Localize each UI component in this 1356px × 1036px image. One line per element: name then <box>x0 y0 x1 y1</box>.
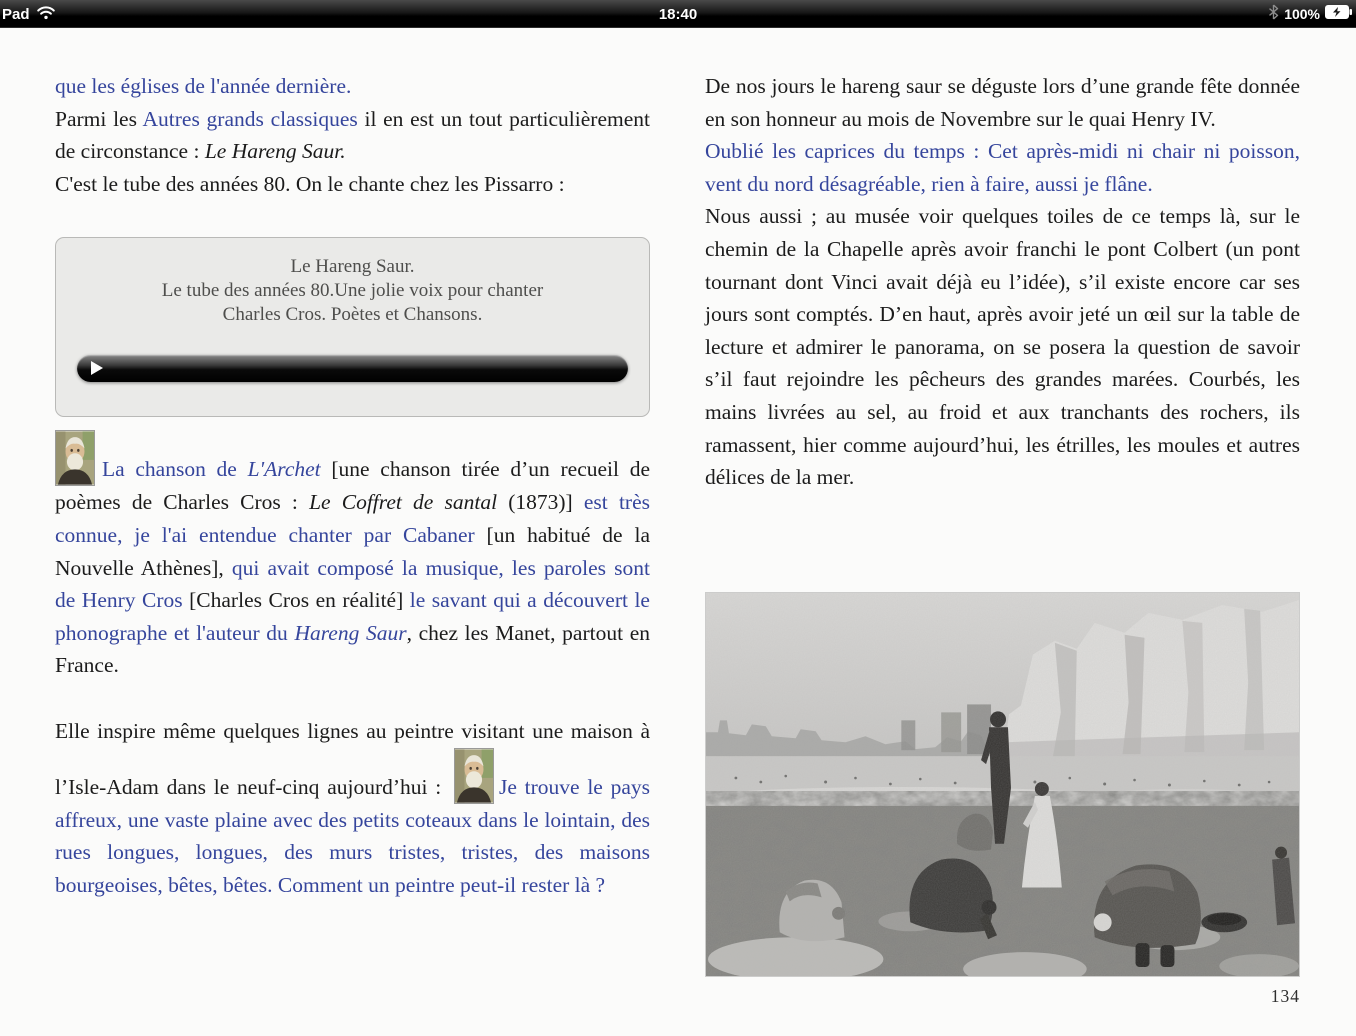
link-cabaner[interactable]: est très connue, je l'ai entendue chanter par Cabaner <box>55 490 650 547</box>
carrier-label: Pad <box>2 5 30 23</box>
body-text: Parmi les <box>55 106 143 131</box>
play-button[interactable] <box>91 361 103 375</box>
audio-caption <box>56 255 649 327</box>
audio-widget <box>55 237 650 417</box>
body-text: [une chanson tirée d’un recueil de poèmes de Charles Cros : <box>55 457 650 515</box>
link-phonographe[interactable]: le savant qui a découvert le phonographe et l'auteur du <box>55 588 650 645</box>
audio-player-bar[interactable] <box>77 355 628 382</box>
body-text: [Charles Cros en réalité] <box>182 588 410 613</box>
battery-percent-label: 100% <box>1284 6 1320 22</box>
paragraph <box>55 103 650 168</box>
link-oublie-les-caprices[interactable]: Oublié les caprices du temps <box>705 139 974 164</box>
page-number: 134 <box>1270 986 1300 1006</box>
link-cet-apres-midi[interactable]: : Cet après-midi ni chair ni poisson, vent du nord désagréable, rien à faire, aussi je flâne. <box>705 139 1300 196</box>
link-hareng-saur[interactable]: Hareng Saur <box>294 620 407 645</box>
body-text: De nos jours le hareng saur se déguste lors d’une grande fête donnée en son honneur au mois de Novembre sur le quai Henry IV. <box>705 74 1300 131</box>
audio-caption-line: Le tube des années 80.Une jolie voix pour chanter <box>161 280 544 302</box>
link-la-chanson[interactable]: La chanson de <box>102 457 248 482</box>
clock: 18:40 <box>658 5 698 23</box>
body-text: [un habitué de la Nouvelle Athènes], <box>55 522 650 580</box>
portrait-thumbnail[interactable] <box>454 748 494 804</box>
body-text: Elle inspire même quelques lignes au peintre visitant une maison à l’Isle-Adam dans le neuf-cinq aujourd’hui : <box>55 718 650 799</box>
body-text: C'est le tube des années 80. On le chante chez les Pissarro : <box>55 171 565 196</box>
paragraph <box>705 70 1300 135</box>
portrait-thumbnail[interactable] <box>55 430 95 486</box>
link-eglises[interactable]: que les églises de l'année dernière. <box>55 74 352 98</box>
title-coffret-santal: Le Coffret de santal <box>309 490 498 515</box>
link-autres-grands-classiques[interactable]: Autres grands classiques <box>142 106 358 131</box>
body-text: , chez les Manet, partout en France. <box>55 620 650 678</box>
paragraph <box>55 70 650 103</box>
body-text: Nous aussi ; au musée voir quelques toiles de ce temps là, sur le chemin de la Chapelle après avoir franchi le pont Colbert (un pont tournant dont Vinci avait déjà eu l’idée), s’il existe encore car ses jours sont comptés. D’en haut, après avoir jeté un œil sur la table de lecture et admirer le panorama, on se posera la question de savoir s’il faut rejoindre les pêcheurs des grandes marées. Courbés, les mains livrées au sel, au froid et aux tranchants des rochers, ils ramassent, hier comme aujourd’hui, les étrilles, les moules et autres délices de la mer. <box>705 204 1300 490</box>
paragraph <box>55 168 650 201</box>
right-column <box>705 70 1300 494</box>
audio-caption-line: Le Hareng Saur. <box>290 256 415 278</box>
paragraph <box>55 715 650 901</box>
body-text: il en est un tout particulièrement de circonstance : <box>55 106 650 164</box>
bluetooth-icon <box>1268 4 1279 24</box>
link-l-archet[interactable]: L'Archet <box>247 457 321 482</box>
link-henry-cros[interactable]: qui avait composé la musique, les paroles sont de Henry Cros <box>55 555 650 613</box>
left-column <box>55 70 650 901</box>
battery-icon <box>1325 5 1352 23</box>
paragraph <box>705 200 1300 493</box>
link-je-trouve-le-pays[interactable]: Je trouve le pays affreux, une vaste plaine avec des petits coteaux dans le lointain, des rues longues, longues, des murs tristes, tristes, des maisons bourgeoises, bêtes, bêtes. Comment un peintre peut-il rester là ? <box>55 774 651 897</box>
status-bar <box>0 0 1356 28</box>
body-text: (1873)] <box>497 490 584 515</box>
paragraph <box>705 135 1300 200</box>
title-hareng-saur: Le Hareng Saur. <box>204 139 346 164</box>
audio-caption-line: Charles Cros. Poètes et Chansons. <box>222 304 483 326</box>
paragraph <box>55 430 650 682</box>
beach-photo[interactable] <box>705 592 1300 977</box>
